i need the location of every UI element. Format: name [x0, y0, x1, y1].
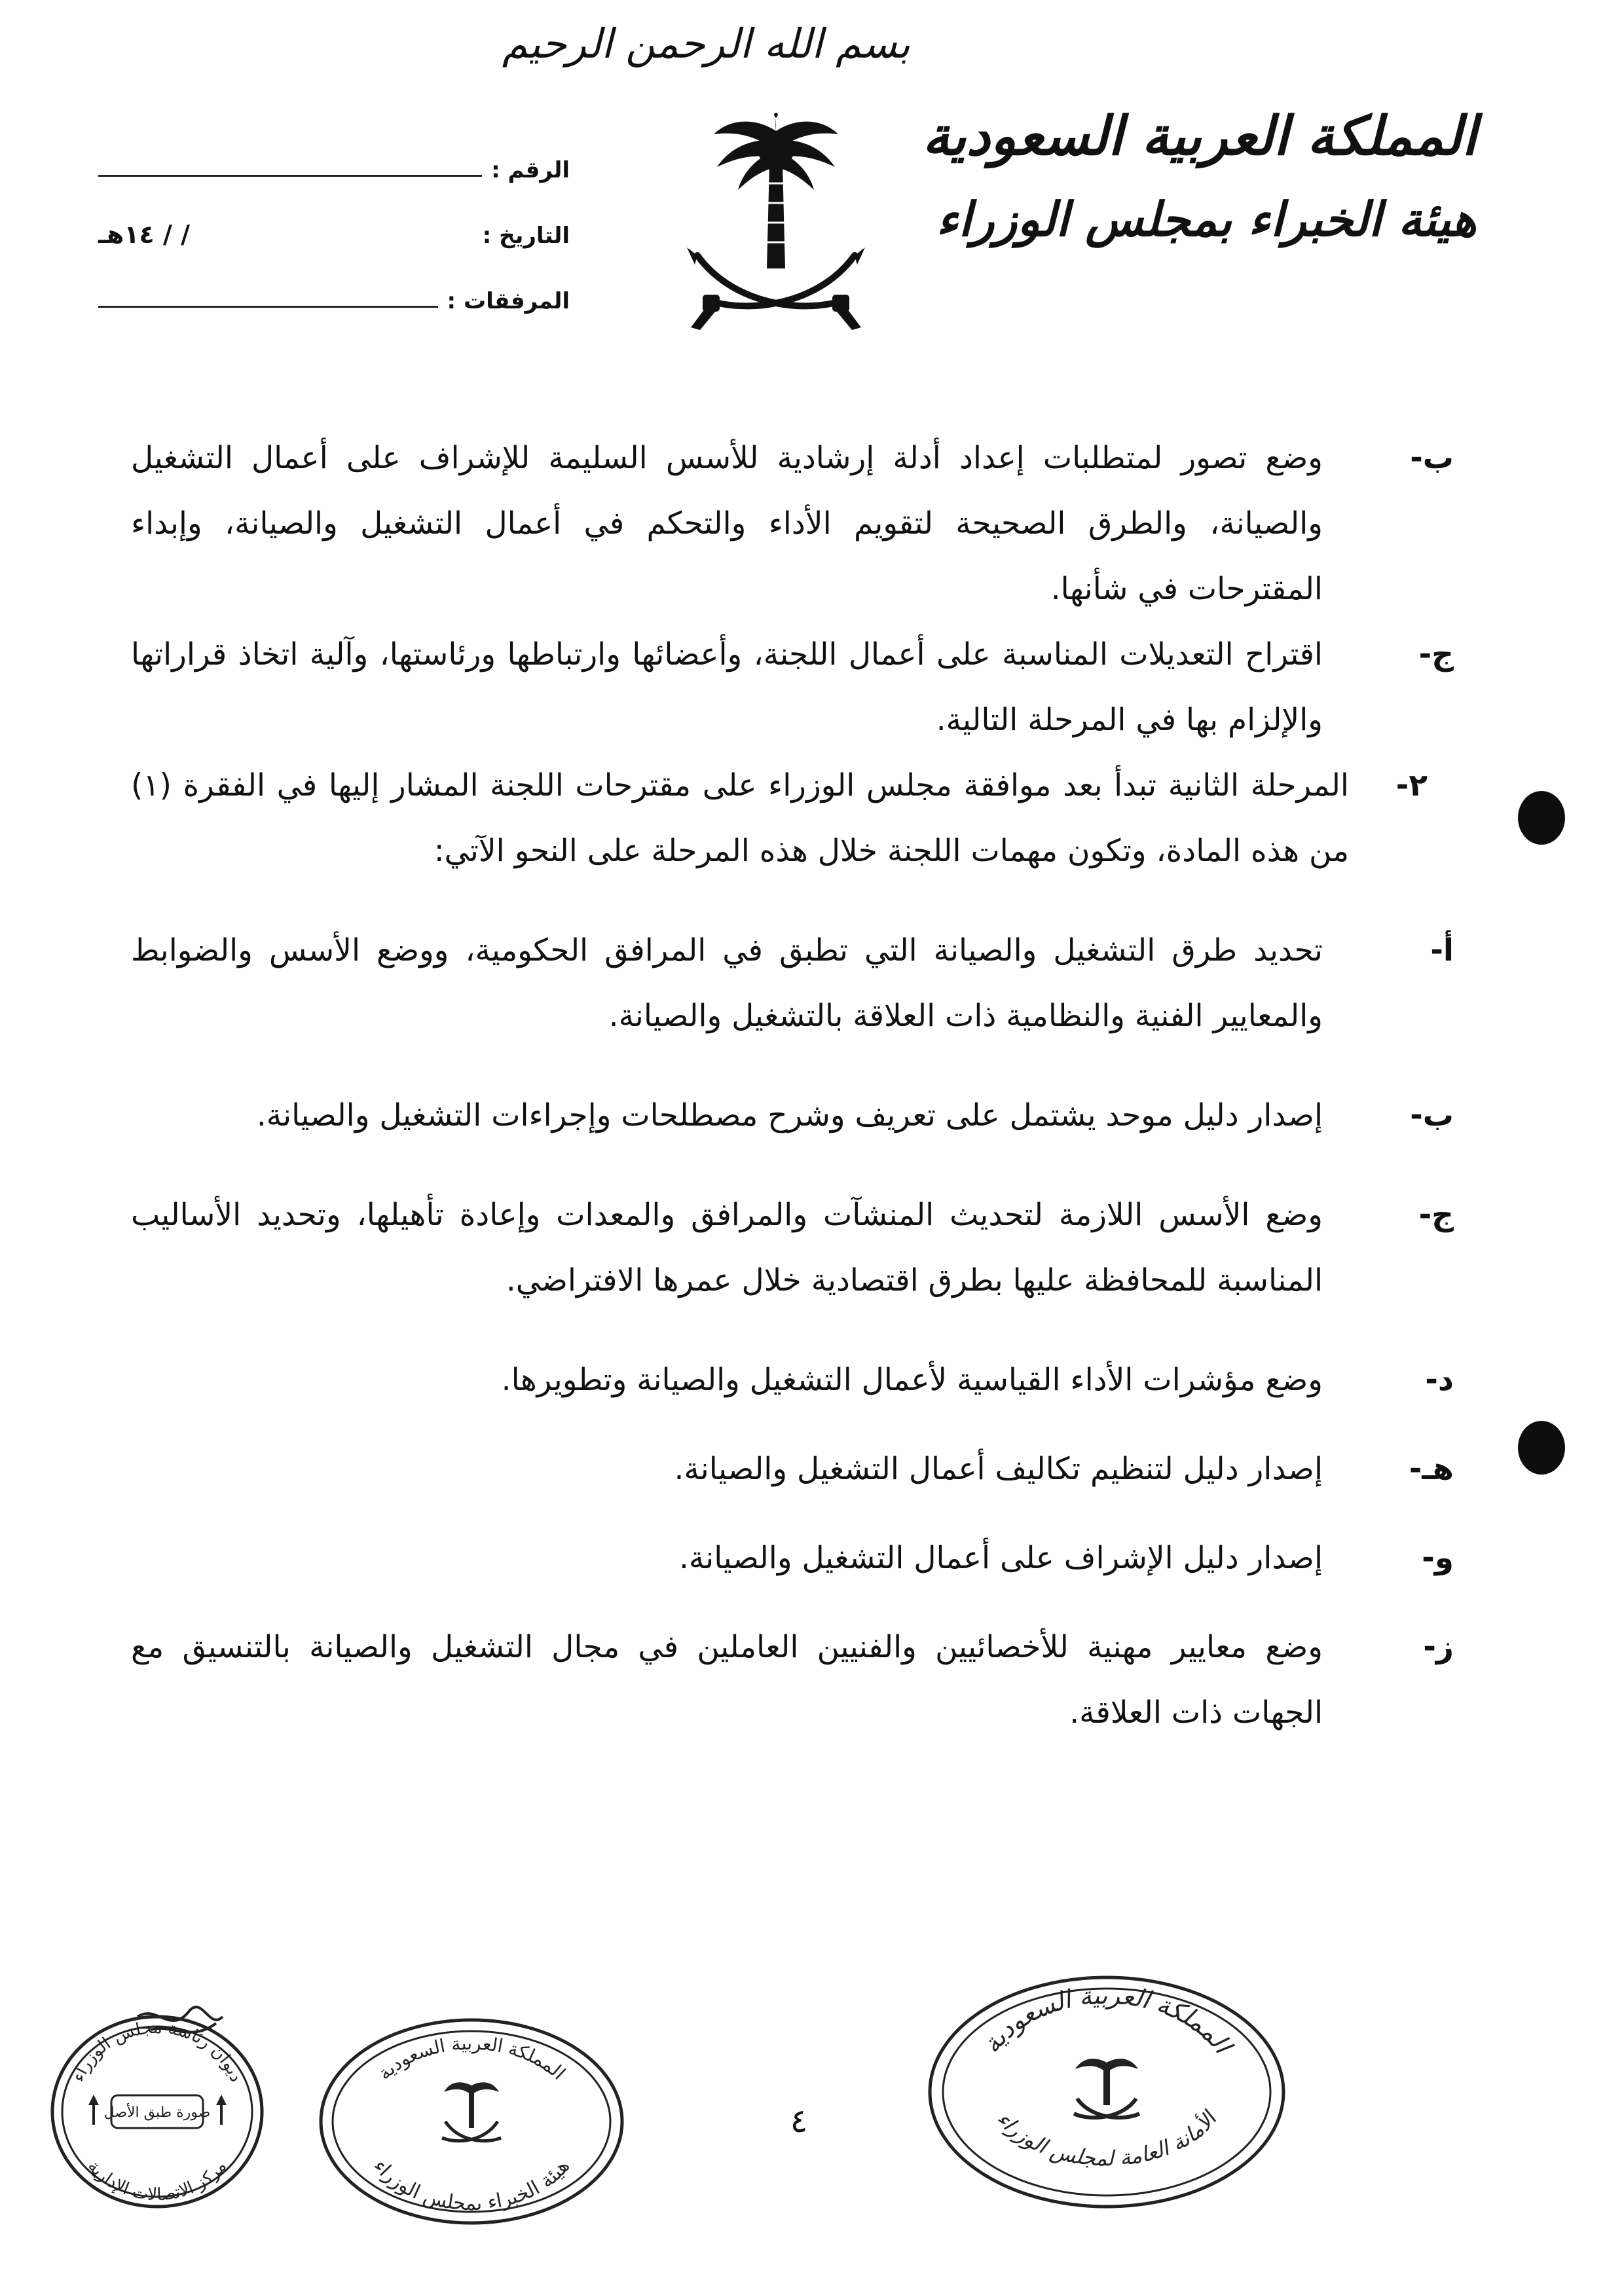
date-line	[98, 183, 570, 249]
clause-text: إصدار دليل الإشراف على أعمال التشغيل والصيانة.	[678, 1540, 1323, 1576]
clause-1-c	[131, 622, 1454, 753]
stamp-text-top: المملكة العربية السعودية	[373, 2032, 570, 2084]
ref-number-line	[98, 118, 570, 183]
saudi-emblem-icon	[678, 105, 874, 340]
clause-text: تحديد طرق التشغيل والصيانة التي تطبق في المرافق الحكومية، ووضع الأسس والضوابط والمعايير الفنية والنظامية ذات العلاقة بالتشغيل والصيانة.	[131, 932, 1323, 1034]
hole-punch	[1518, 791, 1565, 845]
clause-2-a	[131, 918, 1454, 1049]
clause-marker: أ-	[1430, 932, 1454, 968]
clause-text: المرحلة الثانية تبدأ بعد موافقة مجلس الوزراء على مقترحات اللجنة المشار إليها في الفقرة (١) من هذه المادة، وتكون مهمات اللجنة خلال هذه المرحلة على النحو الآتي:	[131, 767, 1349, 869]
clause-1-b	[131, 426, 1454, 622]
clause-marker: و-	[1422, 1540, 1454, 1576]
clause-2-g	[131, 1615, 1454, 1746]
date-label: التاريخ :	[482, 223, 570, 249]
certified-copy-stamp	[39, 1991, 275, 2220]
clause-marker: ب-	[1410, 440, 1454, 476]
clause-marker: ج-	[1418, 1197, 1454, 1233]
clause-marker: هـ-	[1409, 1451, 1454, 1487]
date-value: / / ١٤هـ	[98, 220, 190, 249]
attachments-label: المرفقات :	[447, 288, 570, 314]
stamp-text-top: ديوان رئاسة مجلس الوزراء	[68, 2017, 246, 2085]
page-number: ٤	[790, 2102, 808, 2140]
stamp-text-bottom: مركز الاتصالات الإدارية	[83, 2156, 231, 2205]
hole-punch	[1518, 1421, 1565, 1475]
clause-2	[131, 753, 1428, 884]
attachments-line	[98, 249, 570, 314]
clause-2-e	[131, 1437, 1454, 1502]
clause-marker: د-	[1425, 1362, 1454, 1398]
clause-2-c	[131, 1183, 1454, 1313]
clause-marker: ٢-	[1395, 767, 1428, 803]
document-body	[131, 426, 1454, 1746]
clause-text: إصدار دليل لتنظيم تكاليف أعمال التشغيل والصيانة.	[674, 1451, 1323, 1487]
clause-marker: ز-	[1423, 1629, 1454, 1665]
clause-2-f	[131, 1526, 1454, 1591]
clause-text: وضع تصور لمتطلبات إعداد أدلة إرشادية للأسس السليمة للإشراف على أعمال التشغيل والصيانة، والطرق الصحيحة لتقويم الأداء والتحكم في أعمال التشغيل والصيانة، وإبداء المقترحات في شأنها.	[131, 440, 1323, 607]
ref-number-label: الرقم :	[491, 157, 570, 183]
basmala: بسم الله الرحمن الرحيم	[502, 20, 910, 67]
experts-authority-stamp	[308, 2010, 635, 2233]
stamp-text-top: المملكة العربية السعودية	[976, 1980, 1238, 2059]
attachments-field	[98, 299, 438, 308]
ref-number-field	[98, 168, 482, 177]
clause-2-b	[131, 1083, 1454, 1148]
stamp-text-bottom: الأمانة العامة لمجلس الوزراء	[991, 2106, 1222, 2171]
clause-marker: ب-	[1410, 1097, 1454, 1133]
stamp-text-center: صورة طبق الأصل	[103, 2104, 211, 2121]
org-name: المملكة العربية السعودية	[922, 105, 1477, 168]
clause-text: اقتراح التعديلات المناسبة على أعمال اللجنة، وأعضائها وارتباطها ورئاستها، وآلية اتخاذ قراراتها والإلزام بها في المرحلة التالية.	[131, 636, 1323, 738]
clause-2-d	[131, 1348, 1454, 1413]
clause-marker: ج-	[1418, 636, 1454, 672]
stamp-text-bottom: هيئة الخبراء بمجلس الوزراء	[369, 2155, 574, 2216]
clause-text: وضع مؤشرات الأداء القياسية لأعمال التشغيل والصيانة وتطويرها.	[501, 1362, 1323, 1398]
authority-name: هيئة الخبراء بمجلس الوزراء	[936, 191, 1477, 247]
clause-text: وضع معايير مهنية للأخصائيين والفنيين العاملين في مجال التشغيل والصيانة بالتنسيق مع الجهات ذات العلاقة.	[131, 1629, 1323, 1731]
clause-text: إصدار دليل موحد يشتمل على تعريف وشرح مصطلحات وإجراءات التشغيل والصيانة.	[256, 1097, 1323, 1133]
clause-text: وضع الأسس اللازمة لتحديث المنشآت والمرافق والمعدات وإعادة تأهيلها، وتحديد الأساليب المناسبة للمحافظة عليها بطرق اقتصادية خلال عمرها الافتراضي.	[131, 1197, 1323, 1298]
reference-block	[98, 118, 570, 314]
general-secretariat-stamp	[917, 1964, 1297, 2213]
